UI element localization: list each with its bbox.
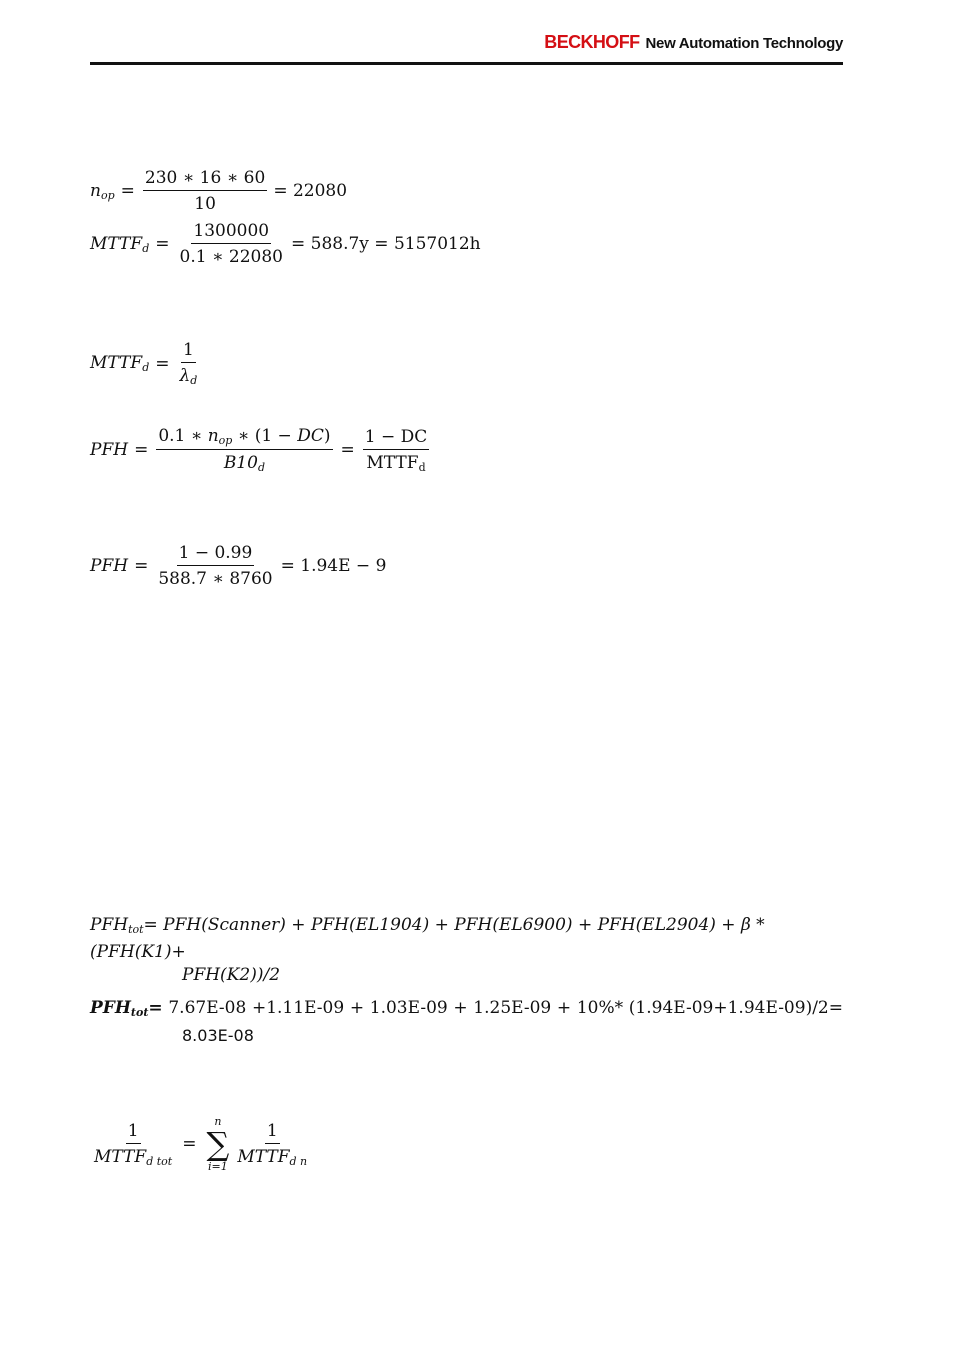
sum-lower-limit: i=1	[208, 1160, 228, 1173]
equation-mttf-lambda	[90, 340, 201, 387]
fraction	[178, 221, 285, 267]
eq-result: = 1.94E − 9	[280, 556, 387, 576]
equation-nop	[90, 168, 347, 214]
brand-tagline: New Automation Technology	[645, 35, 843, 52]
equation-pfh	[90, 426, 431, 474]
denominator: 588.7 ∗ 8760	[158, 569, 273, 589]
fraction	[156, 543, 274, 589]
equation-mttf	[90, 221, 481, 267]
equation-mttf-total	[90, 1116, 311, 1172]
page-header	[90, 28, 843, 65]
fraction	[178, 340, 200, 387]
denominator: 10	[194, 194, 216, 214]
eq-lhs: PFH	[90, 440, 129, 460]
eq-lhs: $n_{op}$	[90, 180, 115, 202]
equals-sign: =	[120, 181, 135, 201]
equals-sign: =	[340, 440, 355, 460]
numerator: 1 − DC	[363, 427, 430, 450]
numerator: 230 ∗ 16 ∗ 60	[143, 168, 267, 191]
denominator: $MTTF_{d tot}$	[94, 1146, 173, 1168]
denominator: 0.1 ∗ 22080	[179, 247, 283, 267]
brand	[544, 32, 843, 53]
numerator: 1	[181, 340, 196, 363]
eq-result: = 22080	[273, 181, 348, 201]
pfh-total-label: $PFH_{tot}=$	[90, 998, 163, 1019]
numerator: 1300000	[191, 221, 271, 244]
numerator: 0.1 ∗ $n_{op}$ ∗ (1 − DC)	[156, 426, 332, 450]
fraction	[363, 427, 430, 474]
formula-line-1: $PFH_{tot}=$ PFH(Scanner) + PFH(EL1904) + PFH(EL6900) + PFH(EL2904) + β * (PFH(K1)+	[90, 915, 765, 962]
eq-result: = 588.7y = 5157012h	[290, 234, 481, 254]
numerator: 1 − 0.99	[177, 543, 255, 566]
equals-sign: =	[134, 556, 149, 576]
formula-line-2: 8.03E-08	[182, 1026, 254, 1045]
numerator: 1	[126, 1121, 141, 1144]
equals-sign: =	[182, 1134, 197, 1154]
eq-lhs: $MTTF_d$	[90, 233, 150, 255]
denominator: $MTTF_d$	[366, 452, 426, 474]
pfh-total-value	[90, 997, 843, 1047]
beckhoff-logo: BECKHOFF	[544, 32, 640, 52]
eq-lhs: $MTTF_d$	[90, 353, 150, 374]
formula-line-2: PFH(K2))/2	[182, 965, 281, 985]
pfh-total-formula	[90, 914, 843, 987]
formula-line-1: $PFH_{tot}= 7.67E-08 +1.11E-09 + 1.03E-09 + 1.25E-09 + 10\%*$ (1.94E-09+1.94E-09)/2=	[90, 998, 843, 1019]
summation	[206, 1116, 229, 1172]
sum-upper-limit: n	[214, 1115, 222, 1128]
denominator: $B10_d$	[223, 453, 265, 474]
equals-sign: =	[134, 440, 149, 460]
fraction	[143, 168, 267, 214]
eq-lhs: PFH	[90, 556, 129, 576]
fraction	[92, 1121, 174, 1168]
sigma-symbol: ∑	[206, 1125, 230, 1163]
denominator: $\lambda_d$	[179, 366, 198, 387]
equals-sign: =	[155, 234, 170, 254]
fraction	[235, 1121, 309, 1168]
fraction	[156, 426, 332, 474]
equals-sign: =	[155, 353, 170, 374]
numerator: 1	[265, 1121, 280, 1144]
denominator: $MTTF_{d n}$	[237, 1146, 308, 1168]
equation-pfh-value	[90, 543, 386, 589]
